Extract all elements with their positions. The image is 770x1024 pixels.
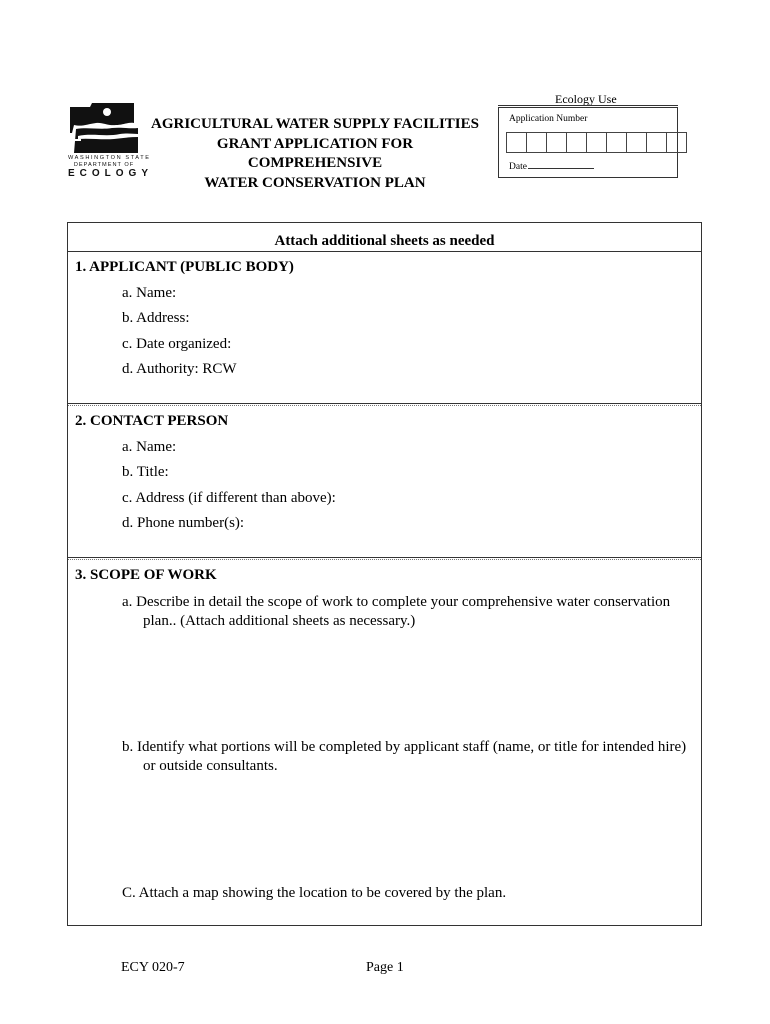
attach-map-instruction: C. Attach a map showing the location to be covered by the plan. — [122, 885, 507, 901]
applicant-authority-field[interactable]: d. Authority: RCW — [122, 361, 237, 377]
date-underline[interactable] — [528, 168, 594, 169]
date-label: Date — [509, 162, 527, 172]
application-form — [67, 222, 702, 926]
title-line-1: AGRICULTURAL WATER SUPPLY FACILITIES — [150, 116, 479, 132]
applicant-date-organized-field[interactable]: c. Date organized: — [122, 336, 232, 352]
scope-description-line-2: plan.. (Attach additional sheets as necessary.) — [143, 613, 416, 629]
application-number-box[interactable] — [646, 132, 667, 153]
logo-line-ecology: ECOLOGY — [68, 168, 154, 179]
section-divider — [68, 403, 701, 404]
ecology-use-label: Ecology Use — [555, 92, 617, 106]
scope-description-line-1: a. Describe in detail the scope of work to complete your comprehensive water conservation — [122, 594, 671, 610]
contact-phone-field[interactable]: d. Phone number(s): — [122, 515, 245, 531]
application-number-box[interactable] — [566, 132, 587, 153]
staff-portions-line-1: b. Identify what portions will be completed by applicant staff (name, or title for intended hire) — [122, 739, 687, 755]
application-number-label: Application Number — [509, 114, 588, 124]
contact-name-field[interactable]: a. Name: — [122, 439, 177, 455]
application-number-field[interactable] — [506, 132, 686, 153]
section-divider — [68, 557, 701, 558]
application-number-box[interactable] — [666, 132, 687, 153]
application-number-box[interactable] — [626, 132, 647, 153]
staff-portions-line-2: or outside consultants. — [143, 758, 278, 774]
applicant-address-field[interactable]: b. Address: — [122, 310, 190, 326]
title-line-2: GRANT APPLICATION FOR — [216, 135, 414, 152]
staff-portions-field[interactable] — [122, 738, 697, 776]
ecology-logo — [68, 103, 154, 179]
section-2-heading: 2. CONTACT PERSON — [75, 413, 229, 429]
contact-address-field[interactable]: c. Address (if different than above): — [122, 490, 336, 506]
application-number-box[interactable] — [546, 132, 567, 153]
logo-line-state: WASHINGTON STATE — [68, 155, 151, 161]
attach-sheets-note: Attach additional sheets as needed — [274, 233, 495, 249]
title-line-4: WATER CONSERVATION PLAN — [204, 174, 426, 191]
date-field[interactable] — [509, 162, 594, 172]
section-1-heading: 1. APPLICANT (PUBLIC BODY) — [75, 259, 294, 275]
application-number-box[interactable] — [606, 132, 627, 153]
page-number: Page 1 — [366, 960, 404, 975]
ecology-use-box — [498, 107, 678, 178]
applicant-name-field[interactable]: a. Name: — [122, 285, 177, 301]
washington-state-map-icon — [68, 103, 140, 155]
application-number-box[interactable] — [526, 132, 547, 153]
logo-line-department: DEPARTMENT OF — [73, 162, 135, 168]
scope-description-field[interactable] — [122, 593, 697, 631]
form-title — [140, 115, 490, 193]
application-number-box[interactable] — [586, 132, 607, 153]
form-number: ECY 020-7 — [121, 960, 185, 975]
title-line-3: COMPREHENSIVE — [247, 155, 383, 171]
section-3-heading: 3. SCOPE OF WORK — [75, 567, 217, 583]
application-number-box[interactable] — [506, 132, 527, 153]
section-divider — [68, 251, 701, 252]
contact-title-field[interactable]: b. Title: — [122, 464, 169, 480]
